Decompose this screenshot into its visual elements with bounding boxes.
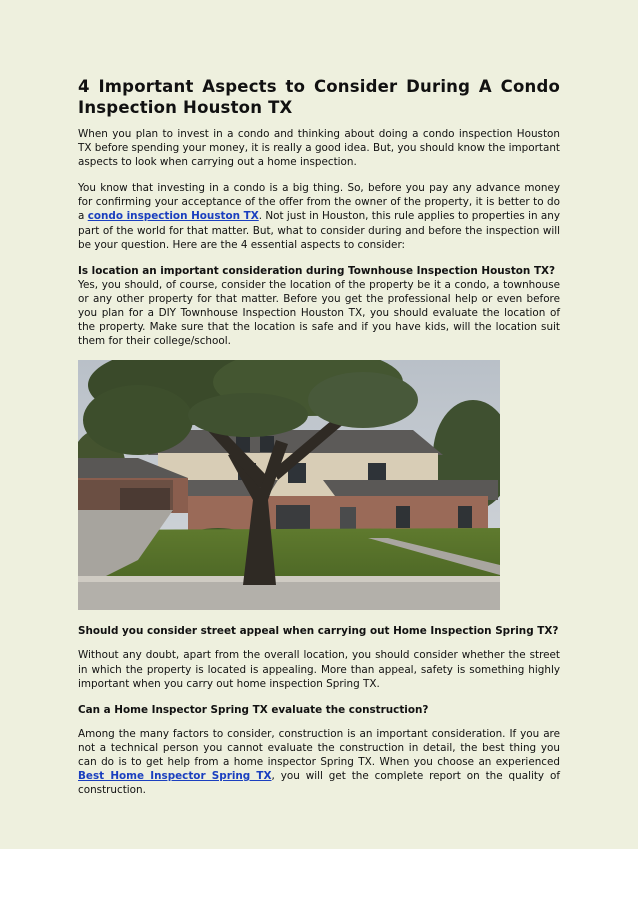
street-heading: Should you consider street appeal when carrying out Home Inspection Spring TX? xyxy=(78,625,559,638)
intro-paragraph: When you plan to invest in a condo and thinking about doing a condo inspection Houston TX before spending your money, it is really a good idea. But, you should know the important aspects to look when carrying out a home inspection. xyxy=(78,128,560,169)
article-body xyxy=(78,76,560,809)
article-title: 4 Important Aspects to Consider During A Condo Inspection Houston TX xyxy=(78,77,560,117)
street-paragraph: Without any doubt, apart from the overall location, you should consider whether the street in which the property is located is appealing. More than appeal, safety is something highly important when you carry out home inspection Spring TX. xyxy=(78,649,560,690)
condo-inspection-link[interactable]: condo inspection Houston TX xyxy=(87,210,259,223)
location-heading: Is location an important consideration during Townhouse Inspection Houston TX? xyxy=(78,264,556,277)
construction-paragraph: Among the many factors to consider, construction is an important consideration. If you are not a technical person you cannot evaluate the construction in detail, the best thing you can do is to get help from a home inspector Spring TX. When you choose an experienced Best Home Inspector Spring TX, you will get the complete report on the quality of construction. xyxy=(78,727,560,797)
location-paragraph: Yes, you should, of course, consider the location of the property be it a condo, a townhouse or any other property for that matter. Before you get the professional help or even before you plan for a DIY Townhouse Inspection Houston TX, you should evaluate the location of the property. Make sure that the location is safe and if you have kids, will the location suit them for their college/school. xyxy=(78,278,560,348)
house-photo xyxy=(78,360,500,610)
investing-paragraph: You know that investing in a condo is a big thing. So, before you pay any advance money for confirming your acceptance of the offer from the owner of the property, it is better to do a condo inspection Houston TX. Not just in Houston, this rule applies to properties in any part of the world for that matter. But, what to consider during and before the inspection will be your question. Here are the 4 essential aspects to consider: xyxy=(78,182,561,251)
construction-heading: Can a Home Inspector Spring TX evaluate the construction? xyxy=(78,703,429,716)
best-home-inspector-link[interactable]: Best Home Inspector Spring TX xyxy=(78,770,272,783)
